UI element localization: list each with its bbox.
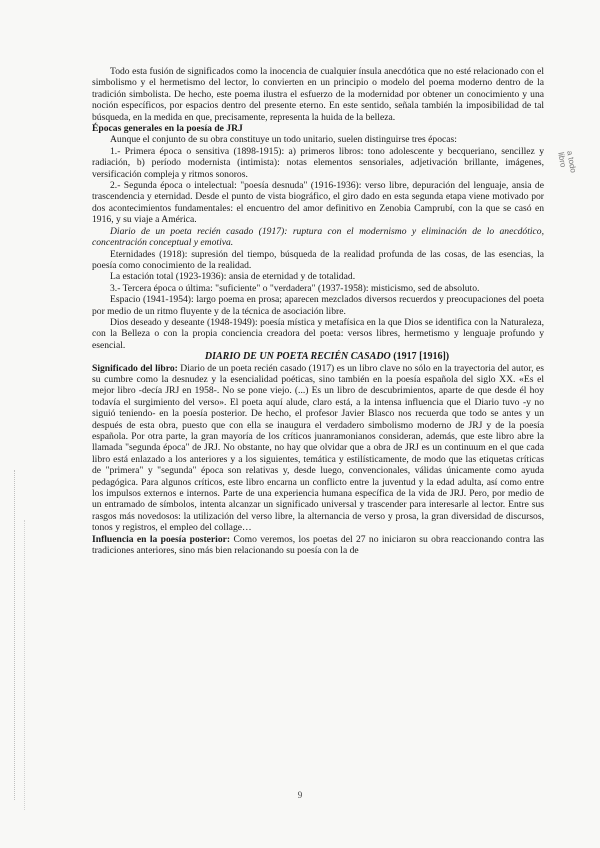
paragraph-intro: Todo esta fusión de significados como la inocencia de cualquier ínsula anecdótica que no esté relacionado con el simbolismo y el hermetismo del lector, lo convierten en un principio o modelo del poema moderno dentro de la tradición simbolista. De hecho, este poema ilustra el esfuerzo de la modernidad por obtener un conocimiento y una noción específicos, por espacios dentro del presente eterno. En este sentido, señala también la imposibilidad de tal búsqueda, en la medida en que, precisamente, representa la huida de la belleza. (92, 66, 544, 123)
significado-label: Significado del libro: (92, 362, 178, 374)
paragraph-significado (92, 363, 544, 534)
margin-annotation: a todo libro (556, 150, 578, 174)
paragraph-dios-deseado: Dios deseado y deseante (1948-1949): poesía mística y metafísica en la que Dios se identifica con la Naturaleza, con la Belleza o con la propia conciencia creadora del poeta: versos libres, hermetismo y lenguaje profundo y esencial. (92, 316, 544, 351)
paragraph-epocas-intro: Aunque el conjunto de su obra constituye un todo unitario, suelen distinguirse tres épocas: (110, 134, 457, 146)
paragraph-estacion-total: La estación total (1923-1936): ansia de eternidad y de totalidad. (110, 271, 356, 283)
section-title (92, 351, 544, 362)
paragraph-primera-epoca: 1.- Primera época o sensitiva (1898-1915): a) primeros libros: tono adolescente y becqueriano, sencillez y radiación, b) período modernista (intimista): notas elementos sensoriales, adjetivación brillante, imágenes, versificación compleja y ritmos sonoros. (92, 145, 544, 180)
significado-text: Diario de un poeta recién casado (1917) es un libro clave no sólo en la trayectoria del autor, es su cumbre como la desnudez y la esencialidad poéticas, sino también en la poesía española del siglo XX. «Es el mejor libro -decía JRJ en 1958-. No se pone viejo. (...) Es un libro de descubrimientos, aparte de que desde él hoy todavía el surgimiento del verso». El poeta aquí alude, claro está, a la intensa influencia que el Diario tuvo -y no siguió teniendo- en la poesía posterior. De hecho, el profesor Javier Blasco nos recuerda que todo se antes y un después de esta obra, puesto que con ella se inaugura el verdadero simbolismo moderno de JRJ y de la poesía española. Por otra parte, la gran mayoría de los críticos juanramonianos consideran, además, que este libro abre la llamada "segunda época" de JRJ. No obstante, no hay que olvidar que a obra de JRJ es un continuum en el que cada libro está enlazado a los anteriores y a los siguientes, temática y estilísticamente, de modo que las etiquetas críticas de "primera" y "segunda" época son relativas y, desde luego, convencionales, válidas únicamente como ayuda pedagógica. Para algunos críticos, este libro encarna un conflicto entre la juventud y la edad adulta, así como entre los impulsos externos e internos. Parte de una experiencia humana específica de la vida de JRJ. Pero, por medio de un entramado de símbolos, intenta alcanzar un significado universal y trascender para interesarle al lector. Entre sus rasgos más novedosos: la utilización del verso libre, la alternancia de verso y prosa, la gran diversidad de discursos, tonos y registros, el empleo del collage… (92, 362, 544, 534)
influencia-label: Influencia en la poesía posterior: (92, 533, 231, 545)
paragraph-eternidades: Eternidades (1918): supresión del tiempo, búsqueda de la realidad profunda de las cosas, de las esencias, la poesía como conocimiento de la realidad. (92, 248, 544, 271)
scan-edge-artifact (24, 520, 31, 810)
paragraph-influencia (92, 534, 544, 557)
section-title-year: (1917 [1916]) (393, 351, 450, 363)
page-number: 9 (297, 790, 303, 800)
document-body (92, 66, 544, 556)
paragraph-espacio: Espacio (1941-1954): largo poema en prosa; aparecen mezclados diversos recuerdos y preocupaciones del poeta por medio de un ritmo fluyente y de la técnica de asociación libre. (92, 294, 544, 317)
scan-edge-artifact (14, 470, 21, 800)
paragraph-diario: Diario de un poeta recién casado (1917): ruptura con el modernismo y eliminación de lo anecdótico, concentración conceptual y emotiva. (92, 225, 544, 249)
heading-epocas: Épocas generales en la poesía de JRJ (92, 123, 243, 135)
section-title-text: DIARIO DE UN POETA RECIÉN CASADO (204, 351, 391, 363)
paragraph-tercera-epoca: 3.- Tercera época o última: "suficiente" o "verdadera" (1937-1958): misticismo, sed de absoluto. (110, 282, 480, 294)
paragraph-segunda-epoca: 2.- Segunda época o intelectual: "poesía desnuda" (1916-1936): verso libre, depuración del lenguaje, ansia de trascendencia y eternidad. Desde el punto de vista biográfico, el giro dado en esta segunda etapa viene motivado por dos acontecimientos fundamentales: el encuentro del amor definitivo en Zenobia Camprubí, con la que se casó en 1916, y su viaje a América. (92, 180, 544, 226)
influencia-text: Como veremos, los poetas del 27 no iniciaron su obra reaccionando contra las tradiciones anteriores, sino más bien relacionando su poesía con la de (92, 533, 545, 557)
